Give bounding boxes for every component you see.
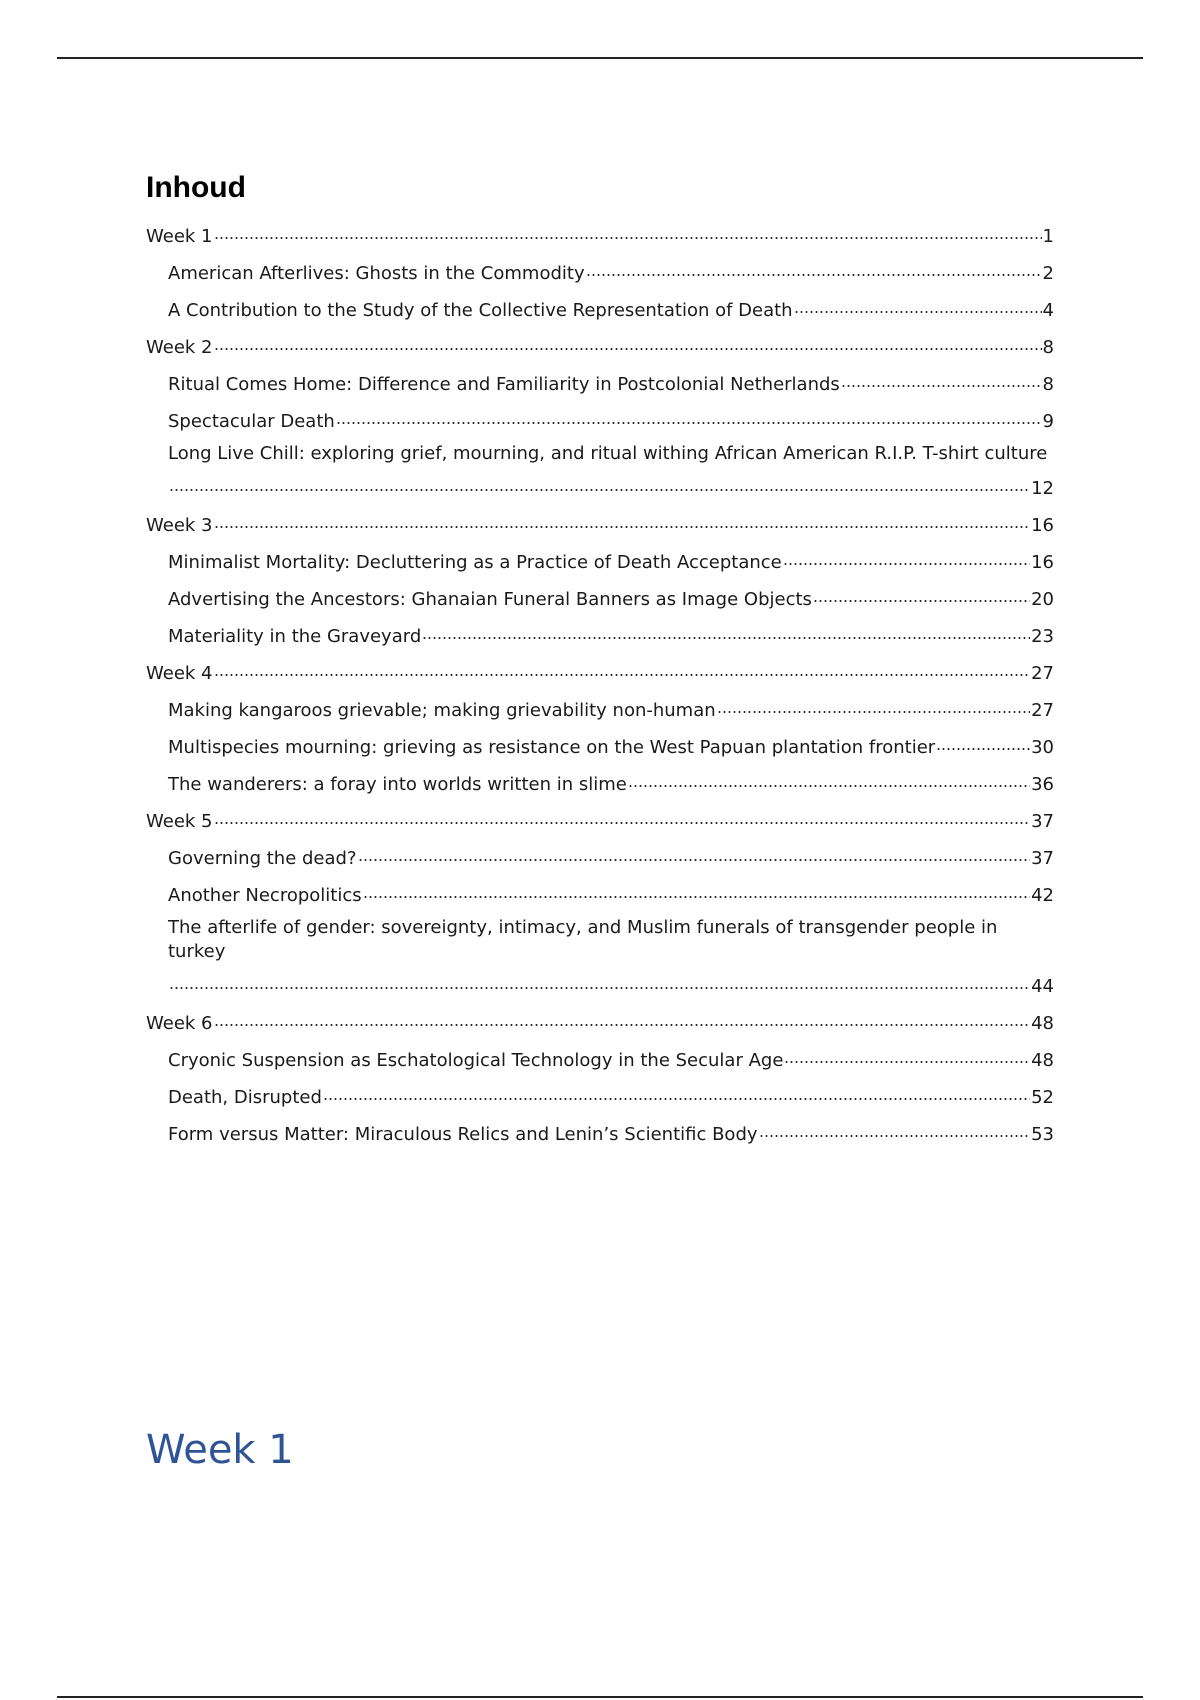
- toc-entry-label: Spectacular Death: [168, 411, 335, 432]
- toc-entry-page: 44: [1031, 976, 1054, 997]
- toc-entry-label: Cryonic Suspension as Eschatological Technology in the Secular Age: [168, 1050, 784, 1071]
- toc-leader-dots: [936, 731, 1030, 753]
- toc-leader-dots: [214, 509, 1031, 531]
- toc-entry[interactable]: [146, 257, 1054, 286]
- toc-entry-label: Week 4: [146, 663, 213, 684]
- toc-leader-dots: [358, 842, 1031, 864]
- toc-entry[interactable]: [146, 768, 1054, 797]
- toc-entry-week-6[interactable]: [146, 1007, 1054, 1036]
- toc-entry-label: Ritual Comes Home: Difference and Familiarity in Postcolonial Netherlands: [168, 374, 840, 395]
- footer-rule: [57, 1696, 1143, 1698]
- toc-entry[interactable]: [146, 405, 1054, 434]
- toc-entry-label: Advertising the Ancestors: Ghanaian Funeral Banners as Image Objects: [168, 589, 812, 610]
- toc-entry-label: Governing the dead?: [168, 848, 357, 869]
- toc-entry-label: A Contribution to the Study of the Collective Representation of Death: [168, 300, 793, 321]
- toc-leader-dots: [214, 805, 1031, 827]
- toc-entry-week-3[interactable]: [146, 509, 1054, 538]
- toc-entry-page: 9: [1042, 411, 1054, 432]
- table-of-contents: [146, 166, 1054, 1155]
- toc-entry-page: 37: [1031, 811, 1054, 832]
- toc-entry-page: 8: [1042, 374, 1054, 395]
- toc-entry-label: Making kangaroos grievable; making grievability non-human: [168, 700, 716, 721]
- toc-entry[interactable]: [146, 731, 1054, 760]
- toc-entry[interactable]: [146, 879, 1054, 908]
- toc-entry-page: 27: [1031, 663, 1054, 684]
- toc-title: Inhoud: [146, 171, 246, 204]
- toc-leader-dots: [169, 970, 1030, 992]
- toc-entry[interactable]: [146, 294, 1054, 323]
- toc-entry-week-4[interactable]: [146, 657, 1054, 686]
- toc-list: [146, 220, 1054, 1147]
- toc-entry-page: 42: [1031, 885, 1054, 906]
- toc-entry-page: 20: [1031, 589, 1054, 610]
- toc-entry-label: The afterlife of gender: sovereignty, intimacy, and Muslim funerals of transgender people in turkey: [168, 917, 998, 962]
- toc-leader-dots: [783, 546, 1030, 568]
- toc-entry-page: 37: [1031, 848, 1054, 869]
- toc-entry[interactable]: [146, 1044, 1054, 1073]
- toc-entry-label: Multispecies mourning: grieving as resistance on the West Papuan plantation frontier: [168, 737, 936, 758]
- toc-entry-label: Another Necropolitics: [168, 885, 362, 906]
- toc-entry-week-2[interactable]: [146, 331, 1054, 360]
- toc-leader-dots: [586, 257, 1042, 279]
- toc-entry-label: Minimalist Mortality: Decluttering as a Practice of Death Acceptance: [168, 552, 782, 573]
- toc-entry-label: The wanderers: a foray into worlds written in slime: [168, 774, 627, 795]
- toc-entry-page: 48: [1031, 1013, 1054, 1034]
- toc-entry[interactable]: [146, 546, 1054, 575]
- toc-leader-dots: [363, 879, 1030, 901]
- toc-leader-dots: [841, 368, 1042, 390]
- toc-entry[interactable]: [146, 368, 1054, 397]
- toc-entry[interactable]: [146, 694, 1054, 723]
- toc-leader-dots: [169, 472, 1030, 494]
- toc-entry-page: 30: [1031, 737, 1054, 758]
- toc-leader-dots: [784, 1044, 1030, 1066]
- toc-entry-label: Death, Disrupted: [168, 1087, 322, 1108]
- toc-entry-page: 8: [1042, 337, 1054, 358]
- toc-entry[interactable]: [146, 842, 1054, 871]
- toc-entry-label: American Afterlives: Ghosts in the Commodity: [168, 263, 585, 284]
- toc-leader-dots: [759, 1118, 1031, 1140]
- toc-entry-page: 1: [1042, 226, 1054, 247]
- toc-entry-label: Week 3: [146, 515, 213, 536]
- toc-entry-page: 2: [1042, 263, 1054, 284]
- toc-entry-page: 4: [1042, 300, 1054, 321]
- toc-leader-dots: [214, 331, 1042, 353]
- toc-entry-page: 36: [1031, 774, 1054, 795]
- toc-entry[interactable]: [146, 1118, 1054, 1147]
- toc-entry-page: 53: [1031, 1124, 1054, 1145]
- toc-entry-page: 48: [1031, 1050, 1054, 1071]
- toc-leader-dots: [794, 294, 1042, 316]
- toc-entry[interactable]: [146, 1081, 1054, 1110]
- toc-entry-label: Week 2: [146, 337, 213, 358]
- header-rule: [57, 57, 1143, 59]
- toc-entry-week-1[interactable]: [146, 220, 1054, 249]
- toc-entry[interactable]: [146, 916, 1054, 999]
- toc-leader-dots: [336, 405, 1042, 427]
- section-heading-week-1: Week 1: [146, 1427, 294, 1473]
- toc-entry-page: 23: [1031, 626, 1054, 647]
- toc-leader-dots: [214, 220, 1042, 242]
- toc-entry-label: Week 5: [146, 811, 213, 832]
- toc-entry-page: 16: [1031, 515, 1054, 536]
- toc-entry-label: Form versus Matter: Miraculous Relics and Lenin’s Scientific Body: [168, 1124, 758, 1145]
- toc-entry-page: 27: [1031, 700, 1054, 721]
- toc-entry-page: 12: [1031, 478, 1054, 499]
- toc-leader-dots: [214, 1007, 1031, 1029]
- toc-entry[interactable]: [146, 442, 1054, 501]
- toc-entry-label: Materiality in the Graveyard: [168, 626, 422, 647]
- toc-entry-label: Week 1: [146, 226, 213, 247]
- toc-entry-label: Week 6: [146, 1013, 213, 1034]
- toc-entry-label: Long Live Chill: exploring grief, mourning, and ritual withing African American R.I.P. T-shirt culture: [168, 443, 1048, 464]
- toc-leader-dots: [422, 620, 1030, 642]
- toc-entry[interactable]: [146, 620, 1054, 649]
- toc-entry-page: 16: [1031, 552, 1054, 573]
- toc-entry-page: 52: [1031, 1087, 1054, 1108]
- toc-entry-week-5[interactable]: [146, 805, 1054, 834]
- toc-leader-dots: [214, 657, 1031, 679]
- toc-entry[interactable]: [146, 583, 1054, 612]
- toc-leader-dots: [717, 694, 1030, 716]
- toc-leader-dots: [628, 768, 1030, 790]
- toc-leader-dots: [323, 1081, 1030, 1103]
- toc-leader-dots: [813, 583, 1030, 605]
